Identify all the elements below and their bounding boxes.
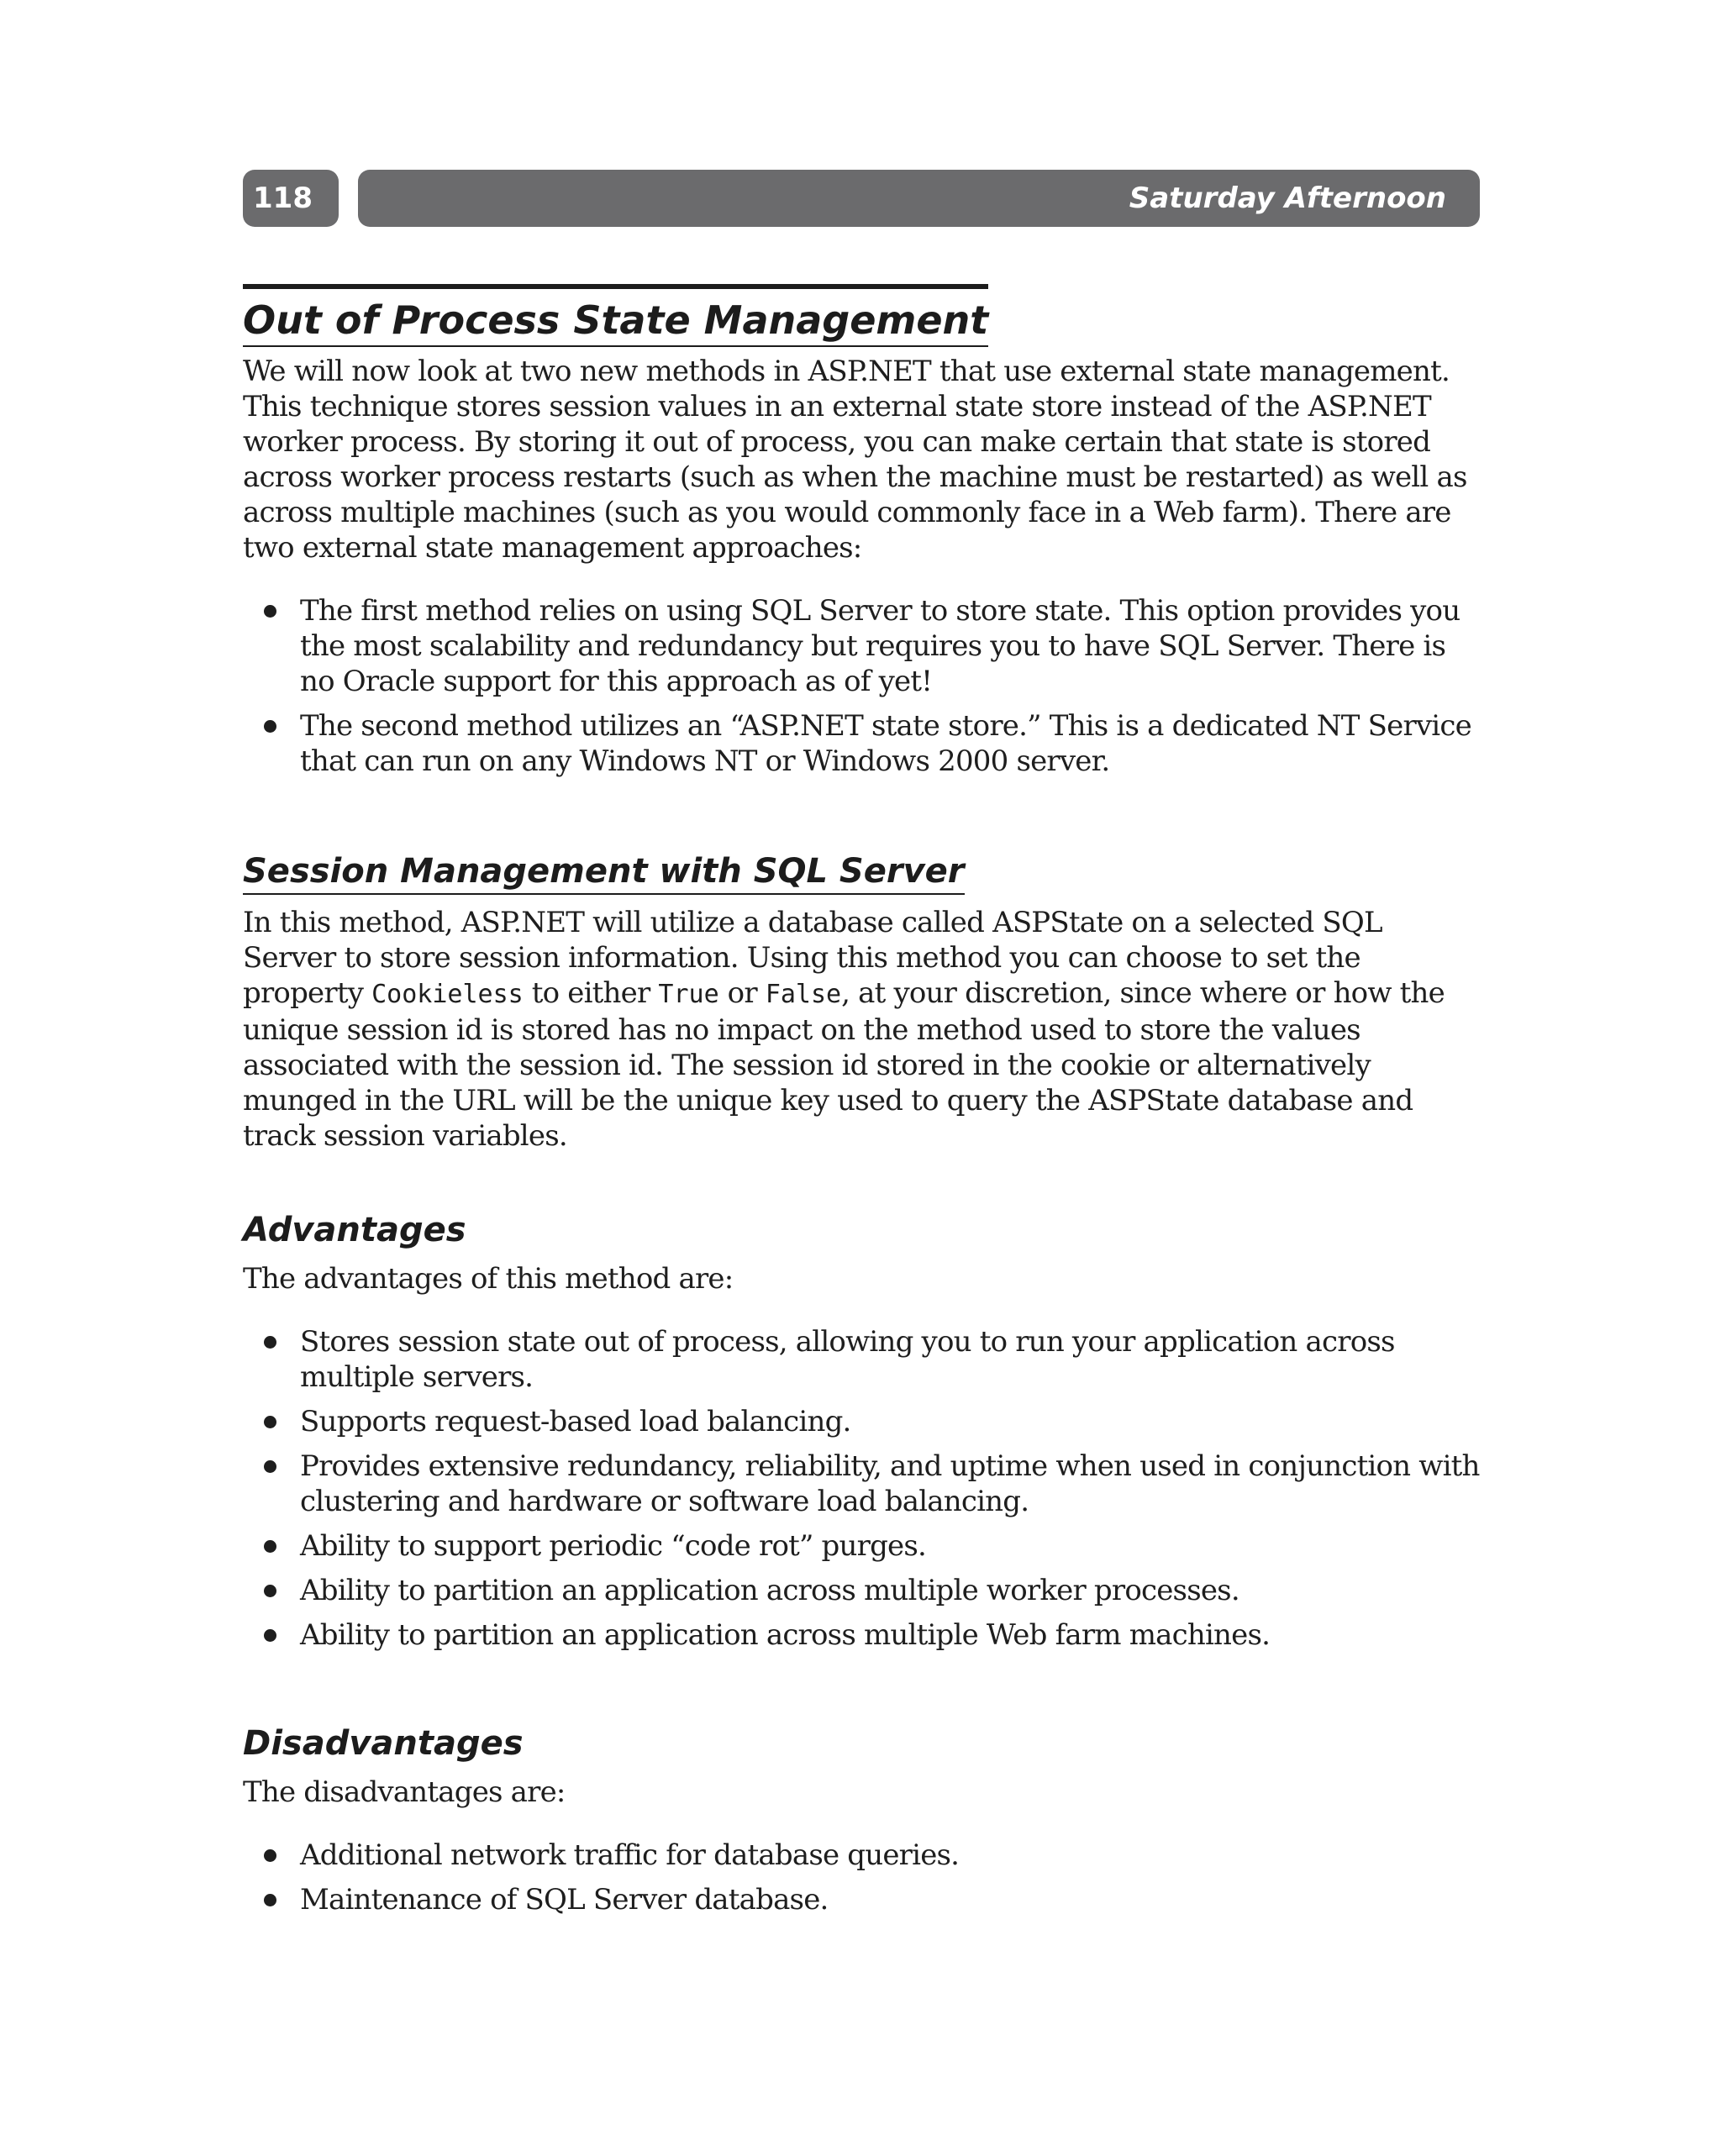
bullet-icon [264,720,276,733]
advantages-intro: The advantages of this method are: [243,1262,734,1296]
bullet-icon [264,605,276,618]
list-item: Maintenance of SQL Server database. [243,1882,1480,1917]
bullet-icon [264,1894,276,1906]
disadvantages-list [243,1838,1480,1917]
list-item: Ability to partition an application across multiple worker processes. [243,1573,1480,1608]
code-false: False [765,980,842,1010]
bullet-icon [264,1849,276,1862]
list-item: The first method relies on using SQL Server to store state. This option provides you the most scalability and redundancy but requires you to have SQL Server. There is no Oracle support for this approach as of yet! [243,593,1480,699]
disadvantages-title: Disadvantages [243,1724,524,1764]
bullet-icon [264,1585,276,1597]
running-title: Saturday Afternoon [1129,181,1446,215]
running-header [358,170,1480,227]
section-title: Out of Process State Management [243,284,988,347]
list-item: The second method utilizes an “ASP.NET state store.” This is a dedicated NT Service that can run on any Windows NT or Windows 2000 server. [243,708,1480,779]
list-item: Provides extensive redundancy, reliability, and uptime when used in conjunction with clustering and hardware or software load balancing. [243,1449,1480,1519]
list-item: Additional network traffic for database queries. [243,1838,1480,1873]
bullet-icon [264,1540,276,1553]
approaches-list [243,593,1480,779]
page-number: 118 [243,170,339,227]
list-item: Supports request-based load balancing. [243,1404,1480,1439]
page-content [243,284,1480,1917]
bullet-icon [264,1460,276,1473]
subsection-title: Session Management with SQL Server [243,851,965,895]
list-item: Stores session state out of process, allowing you to run your application across multiple servers. [243,1324,1480,1395]
code-cookieless: Cookieless [371,980,524,1010]
section-intro: We will now look at two new methods in ASP.NET that use external state management. This technique stores session values in an external state store instead of the ASP.NET worker process. By storing it out of process, you can make certain that state is stored across worker process restarts (such as when the machine must be restarted) as well as across multiple machines (such as you would commonly face in a Web farm). There are two external state management approaches: [243,355,1467,565]
bullet-icon [264,1416,276,1428]
bullet-icon [264,1629,276,1642]
list-item: Ability to partition an application across multiple Web farm machines. [243,1617,1480,1653]
advantages-list [243,1324,1480,1653]
list-item: Ability to support periodic “code rot” purges. [243,1528,1480,1564]
bullet-icon [264,1336,276,1349]
disadvantages-intro: The disadvantages are: [243,1775,566,1810]
code-true: True [658,980,719,1010]
advantages-title: Advantages [243,1211,466,1250]
subsection-body: In this method, ASP.NET will utilize a database called ASPState on a selected SQL Server to store session information. Using this method you can choose to set the property Cookieless to either True or False, at your discretion, since where or how the unique session id is stored has no impact on the method used to store the values associated with the session id. The session id stored in the cookie or alternatively munged in the URL will be the unique key used to query the ASPState database and track session variables. [243,906,1445,1154]
